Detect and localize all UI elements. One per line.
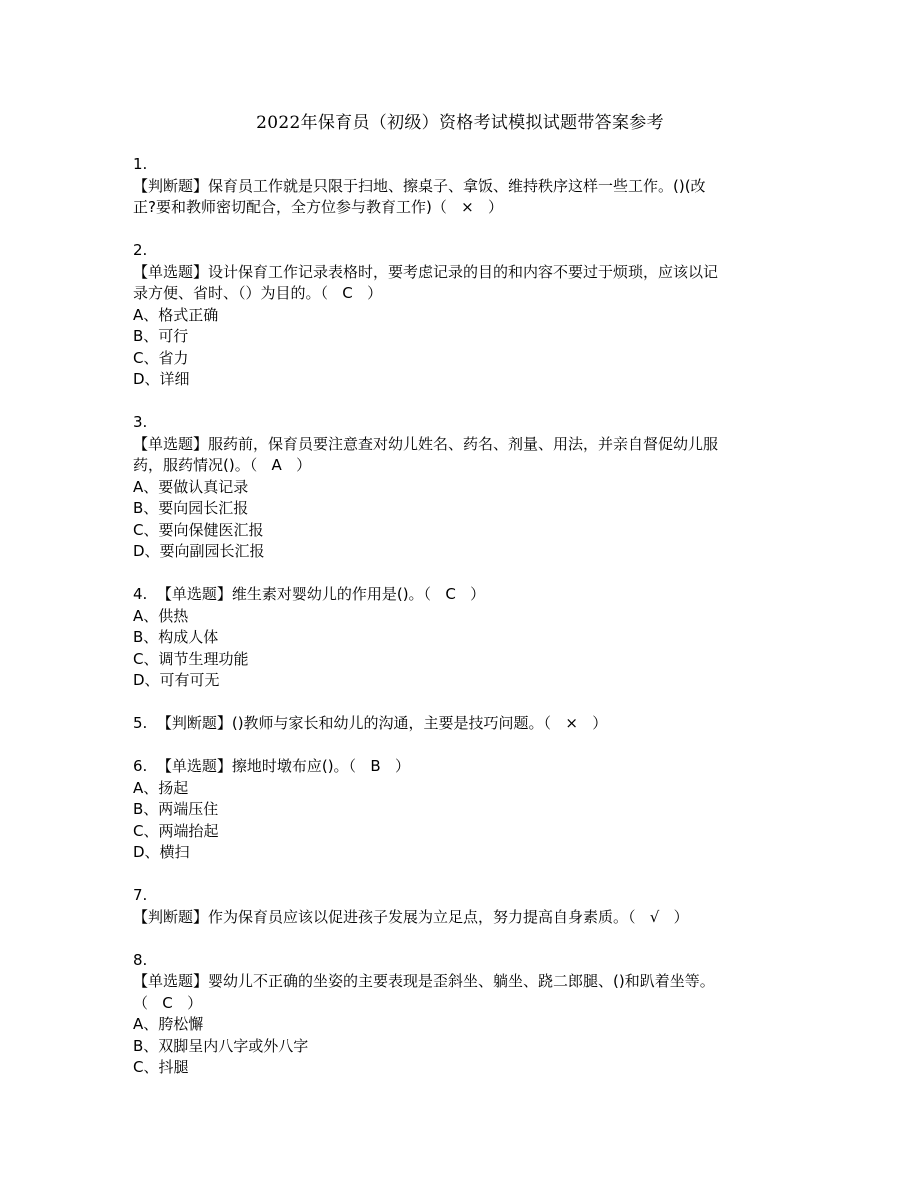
- question-line: A、要做认真记录: [133, 477, 249, 496]
- question-line: C、要向保健医汇报: [133, 520, 264, 539]
- question-line: D、横扫: [133, 843, 190, 861]
- question-line: C、省力: [133, 348, 189, 367]
- question-item: [133, 584, 793, 692]
- question-number: 8.: [133, 950, 148, 969]
- question-line: D、详细: [133, 370, 190, 388]
- question-number: 1.: [133, 155, 148, 173]
- question-item: [133, 240, 793, 391]
- question-line: C、调节生理功能: [133, 649, 249, 668]
- question-line: B、双脚呈内八字或外八字: [133, 1036, 309, 1055]
- question-line: D、可有可无: [133, 671, 220, 689]
- question-line: 【单选题】婴幼儿不正确的坐姿的主要表现是歪斜坐、躺坐、跷二郎腿、()和趴着坐等。: [133, 972, 715, 990]
- question-line: B、两端压住: [133, 800, 219, 818]
- question-line: B、要向园长汇报: [133, 499, 249, 517]
- question-line: 正?要和教师密切配合，全方位参与教育工作)（ × ）: [133, 198, 503, 216]
- question-line: 4. 【单选题】维生素对婴幼儿的作用是()。（ C ）: [133, 585, 486, 603]
- question-line: B、可行: [133, 327, 189, 345]
- document-title: 2022年保育员（初级）资格考试模拟试题带答案参考: [256, 113, 664, 133]
- question-line: 【判断题】作为保育员应该以促进孩子发展为立足点，努力提高自身素质。（ √ ）: [133, 907, 689, 926]
- question-number: 7.: [133, 886, 148, 904]
- question-line: D、要向副园长汇报: [133, 542, 265, 560]
- question-line: 【单选题】设计保育工作记录表格时，要考虑记录的目的和内容不要过于烦琐，应该以记: [133, 262, 719, 281]
- question-item: [133, 713, 793, 735]
- question-line: A、供热: [133, 606, 189, 625]
- question-line: A、格式正确: [133, 305, 219, 324]
- question-line: （ C ）: [133, 993, 203, 1012]
- question-line: 【单选题】服药前，保育员要注意查对幼儿姓名、药名、剂量、用法，并亲自督促幼儿服: [133, 434, 719, 453]
- question-item: [133, 154, 793, 219]
- question-number: 3.: [133, 413, 148, 431]
- question-item: [133, 412, 793, 563]
- question-item: [133, 950, 793, 1079]
- question-line: C、抖腿: [133, 1058, 189, 1076]
- question-line: 药，服药情况()。（ A ）: [133, 456, 312, 474]
- question-line: A、胯松懈: [133, 1015, 204, 1033]
- question-line: 5. 【判断题】()教师与家长和幼儿的沟通，主要是技巧问题。（ × ）: [133, 714, 608, 732]
- question-list: [133, 154, 793, 1100]
- question-line: B、构成人体: [133, 628, 219, 646]
- question-line: C、两端抬起: [133, 821, 219, 840]
- question-line: 【判断题】保育员工作就是只限于扫地、擦桌子、拿饭、维持秩序这样一些工作。()(改: [133, 176, 706, 195]
- question-item: [133, 885, 793, 928]
- question-line: A、扬起: [133, 778, 189, 797]
- question-item: [133, 756, 793, 864]
- question-line: 录方便、省时、（）为目的。（ C ）: [133, 284, 383, 302]
- question-line: 6. 【单选题】擦地时墩布应()。（ B ）: [133, 757, 410, 775]
- question-number: 2.: [133, 241, 148, 259]
